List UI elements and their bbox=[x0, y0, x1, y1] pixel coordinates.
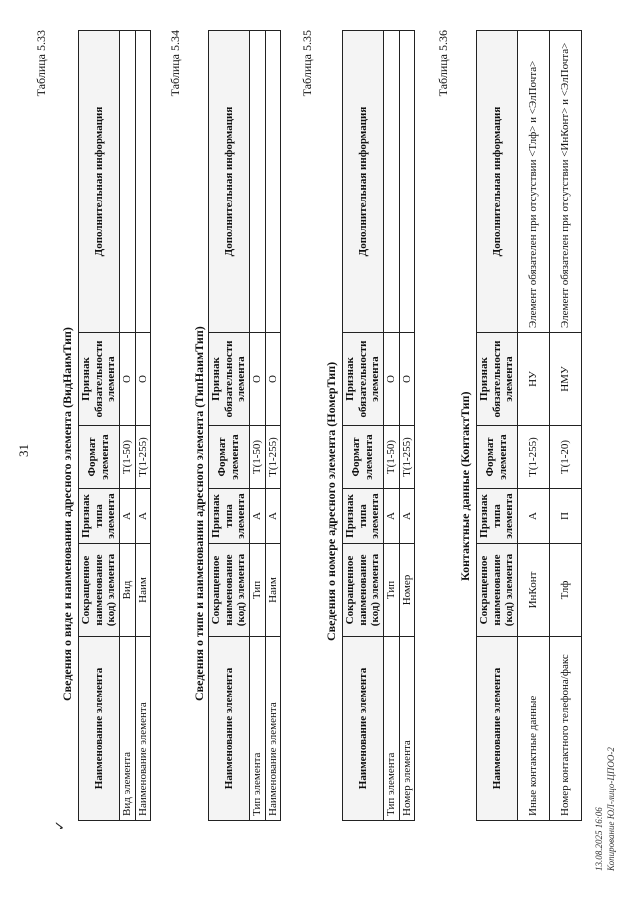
header-name: Наименование элемента bbox=[209, 637, 250, 821]
table-row bbox=[383, 31, 399, 821]
cell-info bbox=[135, 31, 151, 333]
cell-code: Номер bbox=[399, 544, 415, 637]
cell-name: Наименование элемента bbox=[265, 637, 281, 821]
cell-required: О bbox=[399, 333, 415, 426]
header-required: Признак обязательности элемента bbox=[343, 333, 384, 426]
table-label-5-34: Таблица 5.34 bbox=[168, 30, 182, 97]
margin-stamp-text: Копирование ЮЛ-лицо-ЦПОО-2 bbox=[606, 747, 616, 871]
cell-format: T(1-255) bbox=[517, 426, 549, 489]
cell-required: О bbox=[249, 333, 265, 426]
cell-code: Тип bbox=[383, 544, 399, 637]
cell-format: T(1-50) bbox=[383, 426, 399, 489]
header-type: Признак типа элемента bbox=[209, 489, 250, 544]
header-required: Признак обязательности элемента bbox=[79, 333, 120, 426]
header-type: Признак типа элемента bbox=[477, 489, 518, 544]
header-info: Дополнительная информация bbox=[477, 31, 518, 333]
cell-code: Наим bbox=[135, 544, 151, 637]
table-5-36 bbox=[476, 30, 582, 821]
page-number: 31 bbox=[16, 444, 31, 457]
cell-name: Вид элемента bbox=[119, 637, 135, 821]
header-code: Сокращенное наименование (код) элемента bbox=[343, 544, 384, 637]
header-required: Признак обязательности элемента bbox=[477, 333, 518, 426]
header-format: Формат элемента bbox=[343, 426, 384, 489]
cell-format: T(1-50) bbox=[119, 426, 135, 489]
table-5-34 bbox=[208, 30, 281, 821]
table-title-5-34: Сведения о типе и наименовании адресного элемента (ТипНаимТип) bbox=[192, 326, 206, 701]
header-required: Признак обязательности элемента bbox=[209, 333, 250, 426]
table-row bbox=[119, 31, 135, 821]
cell-info bbox=[119, 31, 135, 333]
table-title-5-35: Сведения о номере адресного элемента (НомерТип) bbox=[324, 361, 338, 641]
cell-name: Номер контактного телефона/факс bbox=[549, 637, 581, 821]
header-type: Признак типа элемента bbox=[343, 489, 384, 544]
cell-info bbox=[249, 31, 265, 333]
table-label-5-33: Таблица 5.33 bbox=[34, 30, 48, 97]
table-5-35 bbox=[342, 30, 415, 821]
header-format: Формат элемента bbox=[79, 426, 120, 489]
cell-info bbox=[265, 31, 281, 333]
cell-required: НУ bbox=[517, 333, 549, 426]
header-format: Формат элемента bbox=[209, 426, 250, 489]
cell-type: А bbox=[517, 489, 549, 544]
header-info: Дополнительная информация bbox=[343, 31, 384, 333]
cell-type: А bbox=[135, 489, 151, 544]
header-info: Дополнительная информация bbox=[209, 31, 250, 333]
cell-type: А bbox=[399, 489, 415, 544]
table-row bbox=[249, 31, 265, 821]
header-name: Наименование элемента bbox=[79, 637, 120, 821]
cell-required: О bbox=[119, 333, 135, 426]
table-row bbox=[265, 31, 281, 821]
table-title-5-33: Сведения о виде и наименовании адресного элемента (ВидНаимТип) bbox=[60, 327, 74, 701]
cell-name: Номер элемента bbox=[399, 637, 415, 821]
table-row bbox=[135, 31, 151, 821]
cell-required: НМУ bbox=[549, 333, 581, 426]
cell-format: T(1-255) bbox=[265, 426, 281, 489]
cell-type: П bbox=[549, 489, 581, 544]
table-label-5-36: Таблица 5.36 bbox=[436, 30, 450, 97]
table-title-5-36: Контактные данные (КонтактТип) bbox=[458, 391, 472, 581]
table-label-5-35: Таблица 5.35 bbox=[300, 30, 314, 97]
cell-required: О bbox=[135, 333, 151, 426]
cell-format: T(1-20) bbox=[549, 426, 581, 489]
header-format: Формат элемента bbox=[477, 426, 518, 489]
cell-required: О bbox=[265, 333, 281, 426]
cell-name: Иные контактные данные bbox=[517, 637, 549, 821]
cell-info: Элемент обязателен при отсутствии <Тлф> и <ЭлПочта> bbox=[517, 31, 549, 333]
cell-code: Наим bbox=[265, 544, 281, 637]
table-row bbox=[549, 31, 581, 821]
header-name: Наименование элемента bbox=[477, 637, 518, 821]
cell-name: Наименование элемента bbox=[135, 637, 151, 821]
cell-name: Тип элемента bbox=[249, 637, 265, 821]
cell-info bbox=[383, 31, 399, 333]
cell-code: ИнКонт bbox=[517, 544, 549, 637]
cell-info: Элемент обязателен при отсутствии <ИнКонт> и <ЭлПочта> bbox=[549, 31, 581, 333]
cell-type: А bbox=[383, 489, 399, 544]
header-code: Сокращенное наименование (код) элемента bbox=[79, 544, 120, 637]
header-code: Сокращенное наименование (код) элемента bbox=[477, 544, 518, 637]
cell-format: T(1-50) bbox=[249, 426, 265, 489]
cell-type: А bbox=[265, 489, 281, 544]
cell-code: Тлф bbox=[549, 544, 581, 637]
table-row bbox=[399, 31, 415, 821]
table-5-33 bbox=[78, 30, 151, 821]
cell-name: Тип элемента bbox=[383, 637, 399, 821]
cell-code: Вид bbox=[119, 544, 135, 637]
table-row bbox=[517, 31, 549, 821]
header-type: Признак типа элемента bbox=[79, 489, 120, 544]
cell-code: Тип bbox=[249, 544, 265, 637]
cell-type: А bbox=[119, 489, 135, 544]
margin-stamp-date: 13.08.2025 16:06 bbox=[594, 807, 604, 871]
header-info: Дополнительная информация bbox=[79, 31, 120, 333]
cell-type: А bbox=[249, 489, 265, 544]
cell-format: T(1-255) bbox=[399, 426, 415, 489]
cell-info bbox=[399, 31, 415, 333]
header-name: Наименование элемента bbox=[343, 637, 384, 821]
header-code: Сокращенное наименование (код) элемента bbox=[209, 544, 250, 637]
check-mark-icon: ✓ bbox=[52, 820, 67, 831]
cell-format: T(1-255) bbox=[135, 426, 151, 489]
cell-required: О bbox=[383, 333, 399, 426]
